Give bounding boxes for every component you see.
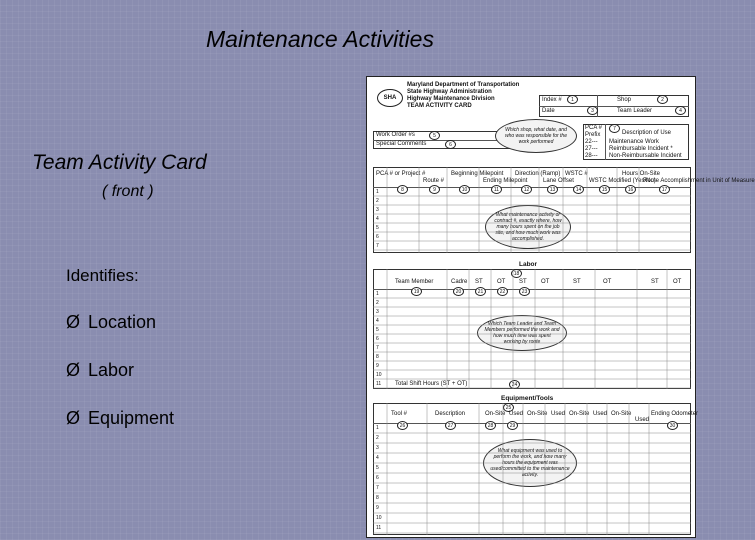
callout-number: 6 (445, 140, 456, 149)
arrow-bullet-icon: Ø (66, 312, 81, 332)
callout-number: 13 (547, 185, 558, 194)
callout-number: 19 (411, 287, 422, 296)
agency-line: Highway Maintenance Division (407, 96, 495, 102)
row-number: 4 (376, 318, 379, 324)
row-number: 11 (376, 381, 382, 387)
location-column-header: PCA # or Project # (376, 171, 426, 177)
equipment-column-header: On-Site (611, 411, 632, 417)
location-column-header: Beginning Milepoint (451, 171, 504, 177)
team-leader-field-label: Team Leader (617, 108, 653, 114)
equipment-column-header: Ending Odometer (651, 411, 699, 417)
bullet-location: Ø Location (66, 312, 157, 332)
row-number: 5 (376, 465, 379, 471)
bullet-equipment: Ø Equipment (66, 408, 175, 428)
labor-column-header: OT (497, 279, 506, 285)
callout-number: 9 (429, 185, 440, 194)
labor-column-header: OT (603, 279, 612, 285)
row-number: 8 (376, 354, 379, 360)
callout-number: 4 (675, 106, 686, 115)
divider (605, 124, 606, 160)
row-number: 3 (376, 445, 379, 451)
equipment-column-header: On-Site (527, 411, 548, 417)
callout-number: 16 (625, 185, 636, 194)
equipment-callout-bubble: What equipment was used to perform the work, and how many hours the equipment was used/committed to the maintenance activity. (483, 439, 577, 487)
callout-number: 28 (485, 421, 496, 430)
card-subtitle: Team Activity Card (32, 151, 207, 174)
row-number: 4 (376, 455, 379, 461)
arrow-bullet-icon: Ø (66, 360, 81, 380)
identifies-label: Identifies: (66, 266, 139, 285)
date-field-label: Date (542, 108, 555, 114)
who-callout-bubble: Which shop, what date, and who was responsible for the work performed (495, 119, 577, 153)
labor-column-header: OT (673, 279, 682, 285)
location-column-header: WSTC # (565, 171, 588, 177)
location-callout-bubble: What maintenance activity or contract #, exactly where, how many hours spent on the job site, and how much work was accomplished. (485, 205, 571, 249)
callout-number: 11 (491, 185, 502, 194)
labor-column-header: ST (651, 279, 659, 285)
index-field-label: Index # (542, 97, 562, 103)
use-label: Non-Reimbursable Incident (609, 153, 682, 159)
row-number: 1 (376, 291, 379, 297)
callout-number: 18 (511, 269, 522, 278)
labor-section-title: Labor (519, 261, 538, 268)
use-code: 27--- (585, 146, 598, 152)
callout-number: 14 (573, 185, 584, 194)
callout-number: 25 (503, 403, 514, 412)
callout-number: 17 (659, 185, 670, 194)
labor-column-header: Team Member (395, 279, 434, 285)
row-number: 5 (376, 225, 379, 231)
labor-column-header: ST (519, 279, 527, 285)
callout-number: 3 (587, 106, 598, 115)
labor-column-header: ST (475, 279, 483, 285)
use-code: 22--- (585, 139, 598, 145)
card-side-note: ( front ) (102, 183, 154, 200)
description-of-use-label: Description of Use (622, 130, 672, 136)
agency-line: TEAM ACTIVITY CARD (407, 103, 472, 109)
callout-number: 7 (609, 124, 620, 133)
location-column-header: Hours On-Site (622, 171, 661, 177)
equipment-column-header: On-Site (485, 411, 506, 417)
sha-logo: SHA (377, 89, 403, 107)
location-column-header: Route # (423, 178, 445, 184)
equipment-column-header: Tool # (391, 411, 408, 417)
row-number: 9 (376, 363, 379, 369)
labor-callout-bubble: Which Team Leader and Team Members performed the work and how much time was spent working by route (477, 315, 567, 351)
shop-field-label: Shop (617, 97, 632, 103)
row-number: 1 (376, 189, 379, 195)
callout-number: 26 (397, 421, 408, 430)
slide-title: Maintenance Activities (206, 26, 434, 52)
row-number: 4 (376, 216, 379, 222)
total-shift-hours-label: Total Shift Hours (ST + OT) (395, 381, 468, 387)
callout-number: 8 (397, 185, 408, 194)
row-number: 10 (376, 515, 382, 521)
labor-column-header: ST (573, 279, 581, 285)
special-comments-label: Special Comments (376, 141, 427, 147)
location-column-header: Lane Offset (543, 178, 574, 184)
row-number: 6 (376, 336, 379, 342)
use-label: Maintenance Work (609, 139, 659, 145)
row-number: 2 (376, 198, 379, 204)
row-number: 3 (376, 309, 379, 315)
callout-number: 21 (475, 287, 486, 296)
row-number: 8 (376, 495, 379, 501)
divider (597, 95, 598, 117)
location-column-header: Route Accomplishment in Unit of Measure (643, 178, 755, 184)
callout-number: 20 (453, 287, 464, 296)
callout-number: 23 (519, 287, 530, 296)
row-number: 10 (376, 372, 382, 378)
row-number: 5 (376, 327, 379, 333)
callout-number: 10 (459, 185, 470, 194)
row-number: 7 (376, 345, 379, 351)
row-number: 3 (376, 207, 379, 213)
row-number: 11 (376, 525, 382, 531)
callout-number: 29 (507, 421, 518, 430)
use-code: 28--- (585, 153, 598, 159)
labor-column-header: Cadre (451, 279, 468, 285)
equipment-column-header: Used (635, 417, 650, 423)
row-number: 2 (376, 300, 379, 306)
row-number: 2 (376, 435, 379, 441)
row-number: 7 (376, 243, 379, 249)
labor-column-header: OT (541, 279, 550, 285)
callout-number: 15 (599, 185, 610, 194)
divider (539, 106, 689, 107)
callout-number: 27 (445, 421, 456, 430)
row-number: 1 (376, 425, 379, 431)
callout-number: 5 (429, 131, 440, 140)
equipment-column-header: Used (509, 411, 524, 417)
row-number: 7 (376, 485, 379, 491)
work-order-label: Work Order #s (376, 132, 415, 138)
location-column-header: WSTC Modified (Yes/No) (589, 178, 656, 184)
callout-number: 30 (667, 421, 678, 430)
callout-number: 24 (509, 380, 520, 389)
row-number: 6 (376, 234, 379, 240)
team-activity-card-image (366, 76, 755, 538)
callout-number: 1 (567, 95, 578, 104)
callout-number: 2 (657, 95, 668, 104)
row-number: 6 (376, 475, 379, 481)
equipment-column-header: Description (435, 411, 466, 417)
divider (373, 187, 691, 188)
equipment-column-header: Used (551, 411, 566, 417)
agency-line: State Highway Administration (407, 89, 492, 95)
equipment-section-title: Equipment/Tools (501, 395, 554, 402)
callout-number: 12 (521, 185, 532, 194)
location-column-header: Ending Milepoint (483, 178, 528, 184)
bullet-labor: Ø Labor (66, 360, 135, 380)
row-number: 9 (376, 505, 379, 511)
agency-line: Maryland Department of Transportation (407, 82, 520, 88)
callout-number: 22 (497, 287, 508, 296)
equipment-column-header: Used (593, 411, 608, 417)
location-column-header: Direction (Ramp) (515, 171, 561, 177)
arrow-bullet-icon: Ø (66, 408, 81, 428)
equipment-column-header: On-Site (569, 411, 590, 417)
use-label: Reimbursable Incident * (609, 146, 673, 152)
pca-prefix-label: PCA # Prefix (585, 125, 603, 138)
